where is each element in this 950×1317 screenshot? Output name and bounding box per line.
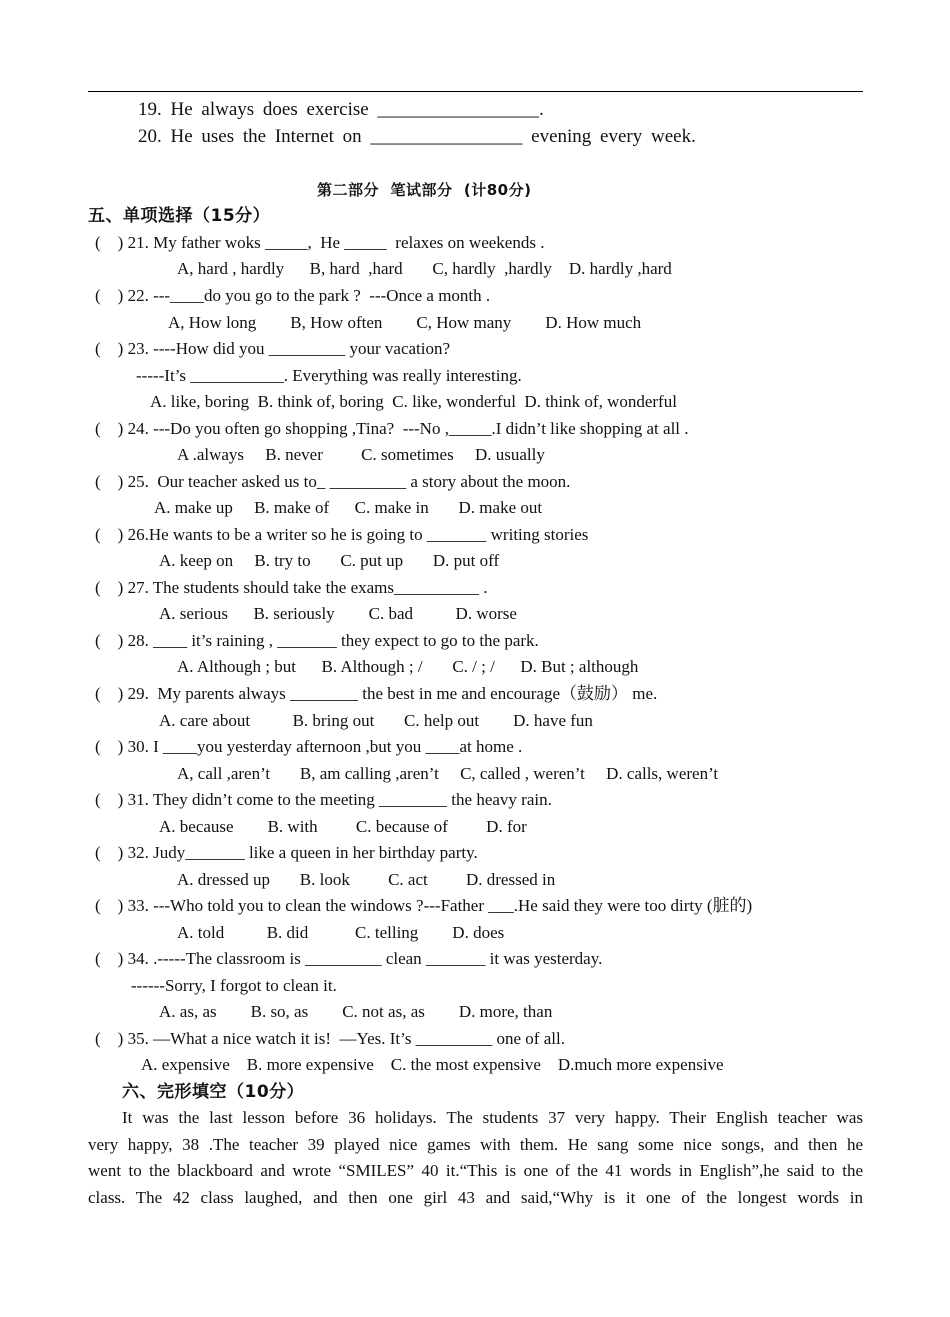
question-28: ( ) 28. ____ it’s raining , _______ they expect to go to the park. (95, 631, 539, 650)
passage-line-3: went to the blackboard and wrote “SMILES” 40 it.“This is one of the 41 words in English”,he said to the (88, 1161, 863, 1180)
options-23: A. like, boring B. think of, boring C. like, wonderful D. think of, wonderful (150, 392, 677, 411)
options-26: A. keep on B. try to C. put up D. put off (159, 551, 500, 570)
question-34: ( ) 34. .-----The classroom is _________ clean _______ it was yesterday. (95, 949, 603, 968)
question-33: ( ) 33. ---Who told you to clean the windows ?---Father ___.He said they were too dirty (脏的) (95, 896, 753, 915)
options-24: A .always B. never C. sometimes D. usually (177, 445, 545, 464)
question-19: 19. He always does exercise _________________. (138, 99, 544, 120)
section-6-title: 六、完形填空（10分） (122, 1082, 305, 1102)
options-34: A. as, as B. so, as C. not as, as D. more, than (159, 1002, 553, 1021)
question-29: ( ) 29. My parents always ________ the best in me and encourage（鼓励） me. (95, 684, 658, 703)
options-28: A. Although ; but B. Although ; / C. / ; / D. But ; although (177, 657, 639, 676)
question-25: ( ) 25. Our teacher asked us to_ _________ a story about the moon. (95, 472, 571, 491)
passage-line-1: It was the last lesson before 36 holidays. The students 37 very happy. Their English teacher was (122, 1108, 863, 1127)
question-22: ( ) 22. ---____do you go to the park ? ---Once a month . (95, 286, 491, 305)
question-23-reply: -----It’s ___________. Everything was really interesting. (136, 366, 522, 385)
passage-line-2: very happy, 38 .The teacher 39 played nice games with them. He sang some nice songs, and then he (88, 1135, 863, 1154)
options-25: A. make up B. make of C. make in D. make out (154, 498, 543, 517)
options-27: A. serious B. seriously C. bad D. worse (159, 604, 517, 623)
question-26: ( ) 26.He wants to be a writer so he is going to _______ writing stories (95, 525, 589, 544)
question-32: ( ) 32. Judy_______ like a queen in her birthday party. (95, 843, 478, 862)
question-27: ( ) 27. The students should take the exams__________ . (95, 578, 488, 597)
question-20: 20. He uses the Internet on ________________ evening every week. (138, 126, 696, 147)
options-21: A, hard , hardly B, hard ,hard C, hardly ,hardly D. hardly ,hard (177, 259, 672, 278)
options-33: A. told B. did C. telling D. does (177, 923, 505, 942)
question-24: ( ) 24. ---Do you often go shopping ,Tina? ---No ,_____.I didn’t like shopping at all . (95, 419, 689, 438)
section-5-title: 五、单项选择（15分） (88, 206, 271, 226)
question-30: ( ) 30. I ____you yesterday afternoon ,but you ____at home . (95, 737, 523, 756)
part-two-title: 第二部分 笔试部分 (计80分) (317, 181, 532, 199)
options-30: A, call ,aren’t B, am calling ,aren’t C, called , weren’t D. calls, weren’t (177, 764, 719, 783)
passage-line-4: class. The 42 class laughed, and then one girl 43 and said,“Why is it one of the longest words in (88, 1188, 863, 1207)
options-29: A. care about B. bring out C. help out D. have fun (159, 711, 593, 730)
question-21: ( ) 21. My father woks _____, He _____ relaxes on weekends . (95, 233, 545, 252)
options-22: A, How long B, How often C, How many D. How much (168, 313, 642, 332)
options-35: A. expensive B. more expensive C. the most expensive D.much more expensive (141, 1055, 724, 1074)
question-23: ( ) 23. ----How did you _________ your vacation? (95, 339, 451, 358)
question-34-reply: ------Sorry, I forgot to clean it. (131, 976, 337, 995)
options-31: A. because B. with C. because of D. for (159, 817, 527, 836)
header-rule (88, 91, 863, 92)
question-31: ( ) 31. They didn’t come to the meeting ________ the heavy rain. (95, 790, 552, 809)
options-32: A. dressed up B. look C. act D. dressed in (177, 870, 556, 889)
question-35: ( ) 35. —What a nice watch it is! —Yes. It’s _________ one of all. (95, 1029, 565, 1048)
